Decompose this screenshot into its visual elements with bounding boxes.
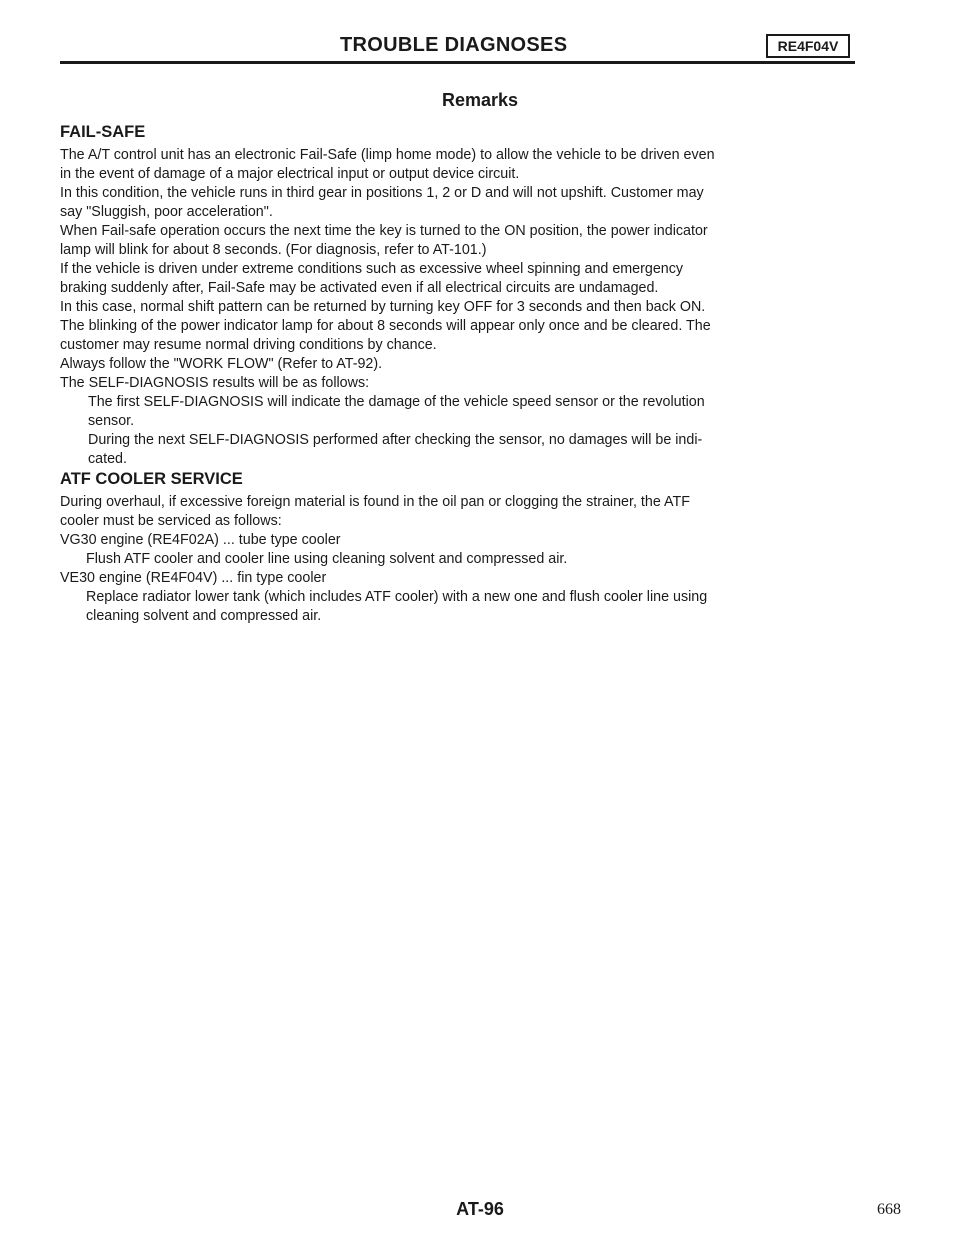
document-body xyxy=(60,122,860,626)
paragraph-line: lamp will blink for about 8 seconds. (For diagnosis, refer to AT-101.) xyxy=(60,242,487,258)
indented-line: cated. xyxy=(88,451,127,467)
indented-line: The first SELF-DIAGNOSIS will indicate the damage of the vehicle speed sensor or the revolution xyxy=(88,394,705,410)
paragraph-line: During overhaul, if excessive foreign material is found in the oil pan or clogging the strainer, the ATF xyxy=(60,494,690,510)
paragraph-line: braking suddenly after, Fail-Safe may be activated even if all electrical circuits are undamaged. xyxy=(60,280,659,296)
indented-line: Replace radiator lower tank (which includes ATF cooler) with a new one and flush cooler line using xyxy=(86,589,708,605)
paragraph-line: In this condition, the vehicle runs in third gear in positions 1, 2 or D and will not upshift. Customer may xyxy=(60,185,704,201)
indented-line: cleaning solvent and compressed air. xyxy=(86,608,322,624)
paragraph-line: VE30 engine (RE4F04V) ... fin type cooler xyxy=(60,570,327,586)
paragraph-line: Always follow the "WORK FLOW" (Refer to AT-92). xyxy=(60,356,383,372)
paragraph-line: VG30 engine (RE4F02A) ... tube type cooler xyxy=(60,532,341,548)
paragraph-line: When Fail-safe operation occurs the next time the key is turned to the ON position, the power indicator xyxy=(60,223,708,239)
model-code-box: RE4F04V xyxy=(766,34,850,58)
page-header-title: TROUBLE DIAGNOSES xyxy=(340,34,568,56)
paragraph-line: customer may resume normal driving conditions by chance. xyxy=(60,337,437,353)
paragraph-line: The A/T control unit has an electronic Fail-Safe (limp home mode) to allow the vehicle to be driven even xyxy=(60,147,715,163)
paragraph-line: In this case, normal shift pattern can be returned by turning key OFF for 3 seconds and then back ON. xyxy=(60,299,706,315)
page-label: AT-96 xyxy=(456,1199,504,1219)
indented-line: Flush ATF cooler and cooler line using cleaning solvent and compressed air. xyxy=(86,551,568,567)
paragraph-line: cooler must be serviced as follows: xyxy=(60,513,282,529)
page-number: 668 xyxy=(877,1201,901,1218)
fail-safe-heading: FAIL-SAFE xyxy=(60,123,146,141)
paragraph-line: in the event of damage of a major electrical input or output device circuit. xyxy=(60,166,520,182)
header-rule xyxy=(60,61,855,64)
indented-line: During the next SELF-DIAGNOSIS performed after checking the sensor, no damages will be indi- xyxy=(88,432,703,448)
section-title: Remarks xyxy=(441,90,519,110)
paragraph-line: say "Sluggish, poor acceleration". xyxy=(60,204,273,220)
paragraph-line: If the vehicle is driven under extreme conditions such as excessive wheel spinning and emergency xyxy=(60,261,684,277)
atf-cooler-heading: ATF COOLER SERVICE xyxy=(60,470,243,488)
indented-line: sensor. xyxy=(88,413,135,429)
paragraph-line: The blinking of the power indicator lamp for about 8 seconds will appear only once and be cleared. The xyxy=(60,318,711,334)
paragraph-line: The SELF-DIAGNOSIS results will be as follows: xyxy=(60,375,370,391)
